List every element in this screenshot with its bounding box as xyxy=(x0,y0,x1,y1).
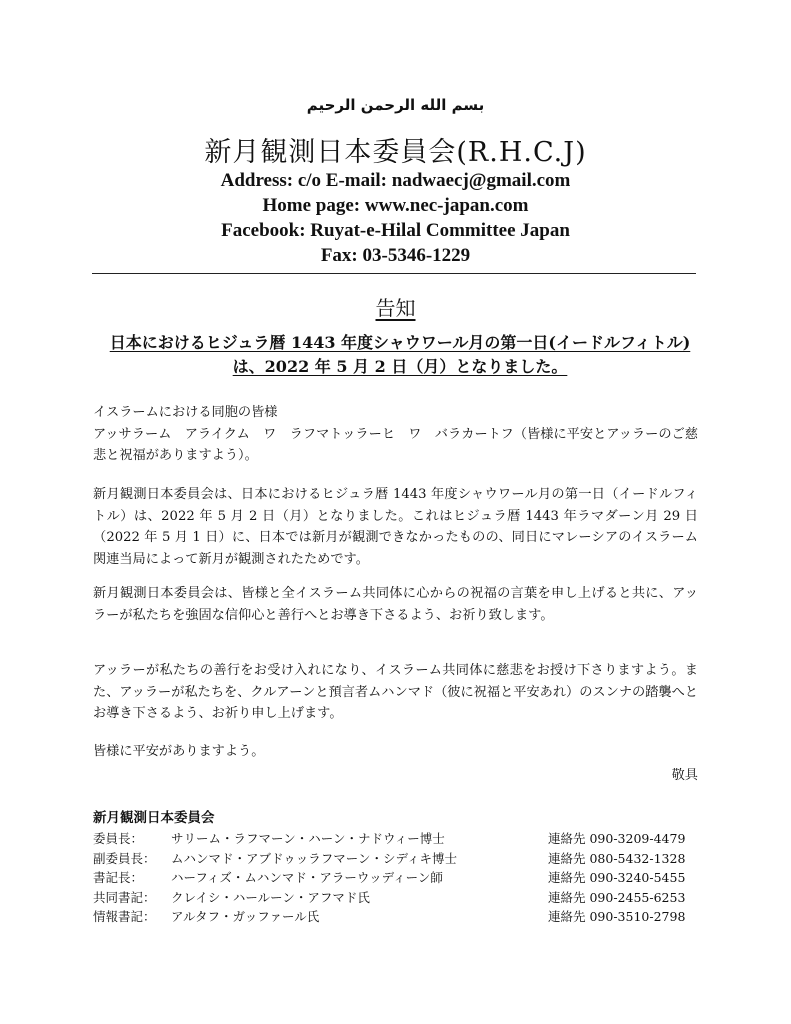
notice-title: 告知 xyxy=(375,296,416,320)
homepage-line: Home page: www.nec-japan.com xyxy=(262,195,529,216)
officer-row xyxy=(93,849,703,869)
organization-title: 新月観測日本委員会(R.H.C.J) xyxy=(204,137,587,168)
officer-row xyxy=(93,829,703,849)
notice-subject: 日本におけるヒジュラ暦 1443 年度シャウワール月の第一日(イードルフィトル)は、2022 年 5 月 2 日（月）となりました。 xyxy=(109,333,691,376)
header-divider xyxy=(92,273,696,274)
committee-title: 新月観測日本委員会 xyxy=(93,810,215,826)
officer-row xyxy=(93,868,703,888)
greeting-block xyxy=(93,402,698,467)
paragraph-3: アッラーが私たちの善行をお受け入れになり、イスラーム共同体に慈悲をお授け下さりますよう。また、アッラーが私たちを、クルアーンと預言者ムハンマド（彼に祝福と平安あれ）のスンナの踏襲へとお導き下さるよう、お祈り申し上げます。 xyxy=(93,663,698,721)
facebook-line: Facebook: Ruyat-e-Hilal Committee Japan xyxy=(221,220,570,241)
officer-row xyxy=(93,888,703,908)
officer-name: アルタフ・ガッファール氏 xyxy=(171,909,320,925)
officer-role: 書記長： xyxy=(93,870,144,886)
officer-name: クレイシ・ハールーン・アフマド氏 xyxy=(171,889,370,905)
closing-salutation: 敬具 xyxy=(671,768,698,783)
peace-line: 皆様に平安がありますよう。 xyxy=(93,744,265,759)
officer-role: 委員長： xyxy=(93,831,144,846)
officer-name: ハーフィズ・ムハンマド・アラーウッディーン師 xyxy=(171,870,443,886)
officer-role: 情報書記： xyxy=(93,909,156,925)
greeting-line-2: アッサラーム アライクム ワ ラフマトッラーヒ ワ バラカートフ（皆様に平安とアッラーのご慈悲と祝福がありますよう）。 xyxy=(93,426,698,463)
greeting-line-1: イスラームにおける同胞の皆様 xyxy=(93,405,278,420)
officer-name: サリーム・ラフマーン・ハーン・ナドウィー博士 xyxy=(171,831,445,846)
officer-name: ムハンマド・アブドゥッラフマーン・シディキ博士 xyxy=(171,850,457,866)
paragraph-1: 新月観測日本委員会は、日本におけるヒジュラ暦 1443 年度シャウワール月の第一日（イードルフィトル）は、2022 年 5 月 2 日（月）となりました。これはヒジュラ暦 1443 年ラマダーン月 29 日（2022 年 5 月 1 日）に、日本では新月が観測できなかったものの、同日にマレーシアのイスラーム関連当局によって新月が観測されたためです。 xyxy=(93,487,698,567)
officer-contact: 連絡先 090-3240-5455 xyxy=(548,870,686,886)
officer-row xyxy=(93,907,703,927)
officer-list xyxy=(93,829,703,927)
officer-contact: 連絡先 090-2455-6253 xyxy=(548,889,686,905)
officer-role: 副委員長： xyxy=(93,850,156,866)
fax-line: Fax: 03-5346-1229 xyxy=(320,245,471,266)
paragraph-2: 新月観測日本委員会は、皆様と全イスラーム共同体に心からの祝福の言葉を申し上げると共に、アッラーが私たちを強固な信仰心と善行へとお導き下さるよう、お祈り致します。 xyxy=(93,586,698,623)
officer-contact: 連絡先 080-5432-1328 xyxy=(548,850,686,866)
officer-contact: 連絡先 090-3510-2798 xyxy=(548,909,686,925)
bismillah-heading: بسم الله الرحمن الرحيم xyxy=(306,96,485,114)
contact-block xyxy=(0,168,791,268)
address-line: Address: c/o E-mail: nadwaecj@gmail.com xyxy=(220,170,571,191)
officer-role: 共同書記： xyxy=(93,889,156,905)
officer-contact: 連絡先 090-3209-4479 xyxy=(548,831,686,846)
